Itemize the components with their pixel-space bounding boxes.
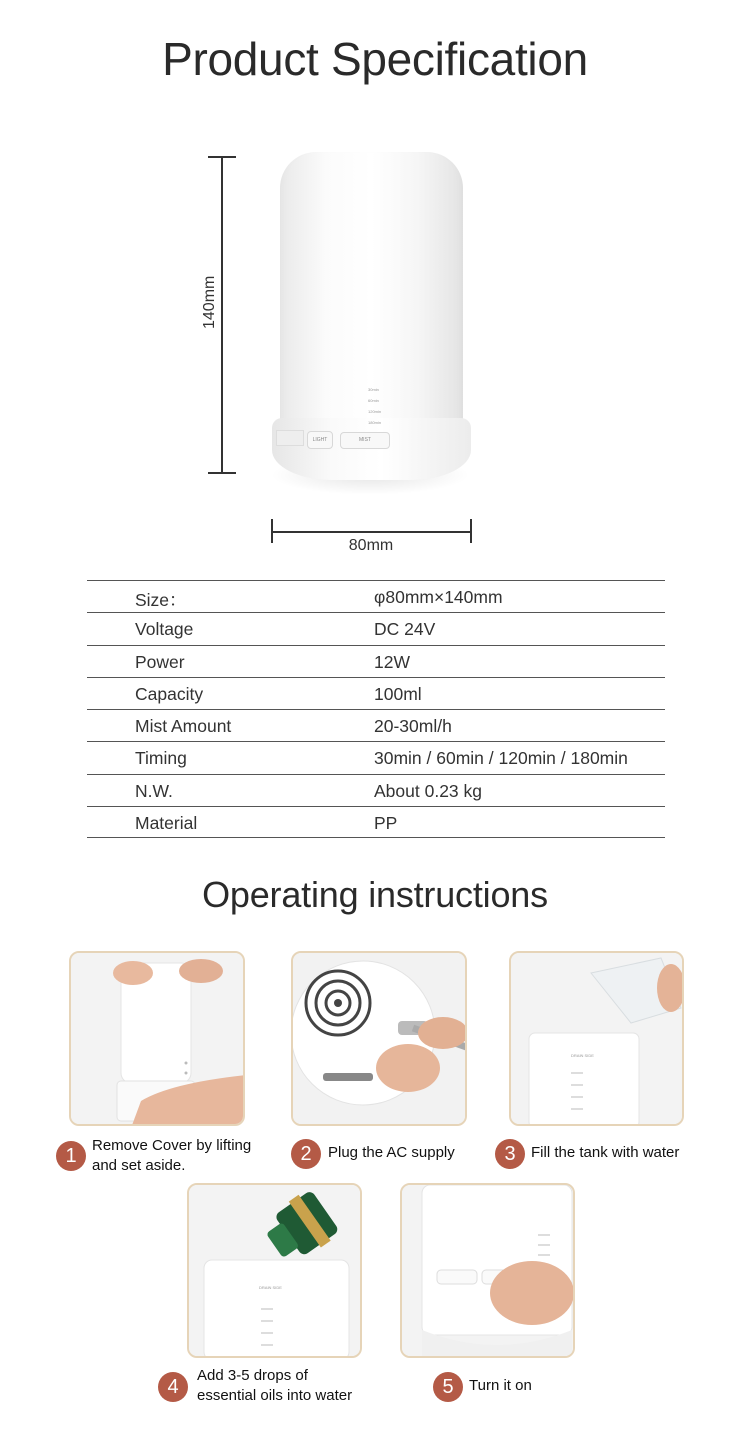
operating-title: Operating instructions	[202, 874, 548, 915]
mist-button: MIST	[340, 432, 390, 449]
step1-caption-line2: and set aside.	[92, 1157, 186, 1174]
step5-badge: 5	[433, 1372, 463, 1402]
step1-badge: 1	[56, 1141, 86, 1171]
spec-value: 20-30ml/h	[374, 716, 452, 737]
add-oil-illustration	[189, 1185, 362, 1358]
spec-row	[87, 741, 665, 773]
step2-caption	[328, 1143, 488, 1163]
step4-caption-line2: essential oils into water	[197, 1387, 353, 1404]
step4-caption	[197, 1366, 397, 1406]
height-label: 140mm	[201, 275, 218, 329]
spec-value: φ80mm×140mm	[374, 587, 503, 607]
step3-badge: 3	[495, 1139, 525, 1169]
spec-row	[87, 580, 665, 612]
step3-photo	[509, 951, 684, 1126]
svg-text:DRAIN SIDE: DRAIN SIDE	[571, 1053, 594, 1058]
spec-row	[87, 806, 665, 838]
plug-ac-illustration	[293, 953, 467, 1126]
step2-photo	[291, 951, 467, 1126]
step1-caption-line1: Remove Cover by lifting	[92, 1137, 252, 1154]
spec-row	[87, 645, 665, 677]
step3-caption-line1: Fill the tank with water	[531, 1144, 680, 1161]
step1-caption	[92, 1136, 282, 1176]
turn-on-illustration	[402, 1185, 575, 1358]
spec-row	[87, 677, 665, 709]
spec-key: Mist Amount	[135, 716, 232, 737]
step2-badge: 2	[291, 1139, 321, 1169]
spec-table	[87, 580, 665, 838]
step3-caption	[531, 1143, 721, 1163]
step4-caption-line1: Add 3-5 drops of	[197, 1367, 308, 1384]
timer-mark-30: 30min	[368, 387, 379, 392]
step5-caption-line1: Turn it on	[469, 1377, 532, 1394]
spec-value: PP	[374, 813, 398, 834]
step1-photo	[69, 951, 245, 1126]
fill-water-illustration	[511, 953, 684, 1126]
step2-caption-line1: Plug the AC supply	[328, 1144, 455, 1161]
lift-cover-illustration	[71, 953, 245, 1126]
spec-title: Product Specification	[162, 33, 588, 85]
spec-value: About 0.23 kg	[374, 780, 482, 801]
width-dimension-cap-right	[470, 519, 472, 543]
spec-key: Capacity	[135, 683, 204, 704]
height-dimension-cap-bottom	[208, 472, 236, 474]
spec-value: 30min / 60min / 120min / 180min	[374, 748, 628, 769]
spec-key: Voltage	[135, 619, 194, 640]
product-sticker	[276, 430, 304, 446]
spec-row	[87, 612, 665, 644]
spec-key: Power	[135, 651, 185, 672]
spec-key: Size：	[135, 590, 187, 610]
svg-text:DRAIN SIDE: DRAIN SIDE	[259, 1285, 282, 1290]
spec-row	[87, 774, 665, 806]
step4-photo	[187, 1183, 362, 1358]
spec-key: N.W.	[135, 780, 173, 801]
step4-badge: 4	[158, 1372, 188, 1402]
width-dimension-line	[271, 531, 471, 533]
spec-value: 100ml	[374, 683, 422, 704]
spec-row	[87, 709, 665, 741]
timer-mark-120: 120min	[368, 409, 382, 414]
spec-value: 12W	[374, 651, 410, 672]
width-label: 80mm	[348, 537, 394, 554]
timer-mark-180: 180min	[368, 420, 382, 425]
timer-mark-60: 60min	[368, 398, 379, 403]
diffuser-base	[272, 418, 471, 480]
spec-value: DC 24V	[374, 619, 436, 640]
height-dimension-line	[221, 157, 223, 473]
spec-key: Timing	[135, 748, 187, 769]
spec-key: Material	[135, 813, 198, 834]
step5-caption	[469, 1376, 589, 1396]
step5-photo	[400, 1183, 575, 1358]
light-button: LIGHT	[307, 431, 333, 449]
height-dimension-cap-top	[208, 156, 236, 158]
